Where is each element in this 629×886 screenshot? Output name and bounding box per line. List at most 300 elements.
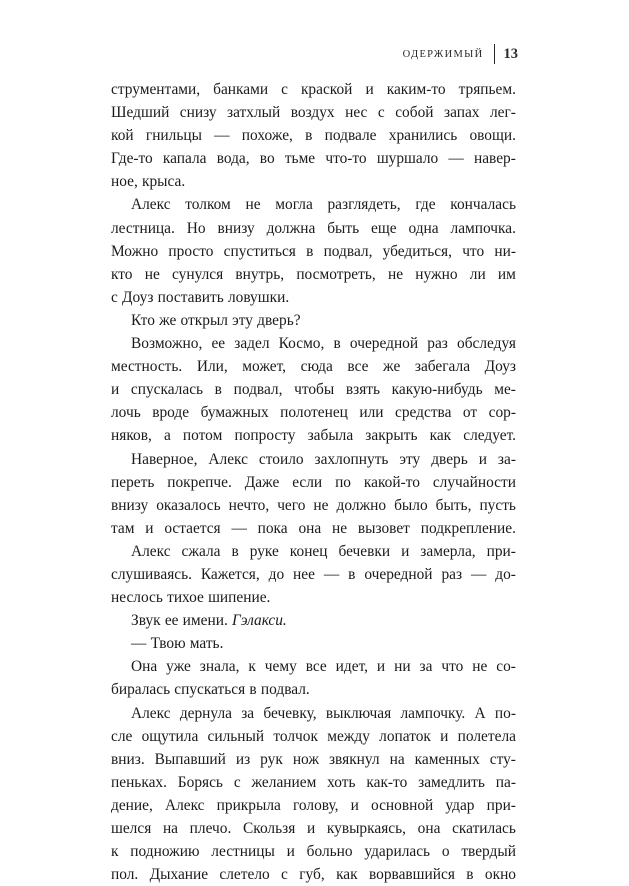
word: попросту bbox=[234, 427, 296, 445]
word: подвал, bbox=[323, 242, 373, 260]
word: мать. bbox=[189, 635, 224, 653]
word: голову, bbox=[292, 796, 339, 814]
word: местность. bbox=[111, 358, 183, 376]
word: во bbox=[259, 150, 275, 168]
word: Доуз bbox=[484, 358, 516, 376]
word: к bbox=[248, 658, 256, 676]
word: крыса. bbox=[142, 173, 186, 191]
word: все bbox=[305, 658, 327, 676]
text-line bbox=[111, 170, 516, 193]
word: дернула bbox=[179, 704, 232, 722]
word: твердый bbox=[461, 843, 516, 861]
word: затхлый bbox=[227, 104, 281, 122]
text-line bbox=[111, 286, 516, 309]
word: спускалась bbox=[130, 381, 204, 399]
word: толчок bbox=[273, 727, 318, 745]
word: переть bbox=[111, 473, 155, 491]
word: что bbox=[441, 658, 464, 676]
word: бечевку, bbox=[263, 704, 317, 722]
word: вниз. bbox=[111, 750, 145, 768]
word: эту bbox=[232, 311, 253, 329]
word: бечевки bbox=[338, 542, 391, 560]
word: закрыть bbox=[365, 427, 418, 445]
text-line bbox=[111, 609, 516, 632]
word: в bbox=[214, 381, 222, 399]
word: кувыркаясь, bbox=[326, 820, 406, 837]
word: не bbox=[332, 519, 348, 537]
word: она bbox=[417, 820, 441, 837]
word: Кажется, bbox=[200, 565, 260, 583]
word: дение, bbox=[111, 796, 153, 814]
word: спускаться bbox=[174, 681, 246, 699]
word: если bbox=[292, 473, 323, 491]
word: — bbox=[470, 565, 487, 583]
word: — bbox=[323, 565, 340, 583]
text-line bbox=[111, 263, 516, 286]
word: покрепче. bbox=[167, 473, 232, 491]
word: окно bbox=[484, 866, 516, 884]
word: и bbox=[286, 843, 295, 861]
text-line bbox=[111, 217, 516, 240]
word: быть bbox=[327, 219, 360, 237]
word: в bbox=[305, 127, 313, 145]
word: Твою bbox=[150, 635, 186, 653]
word: тихое bbox=[167, 589, 204, 607]
word: кончалась bbox=[450, 196, 516, 214]
word: хоть bbox=[327, 773, 356, 791]
word: с bbox=[233, 773, 241, 791]
word: лег- bbox=[489, 104, 516, 122]
word: прикрыла bbox=[216, 796, 281, 814]
word: А bbox=[474, 704, 486, 722]
word: воздух bbox=[290, 104, 335, 122]
word: дверь? bbox=[257, 311, 301, 329]
word: Гэлакси. bbox=[232, 612, 287, 630]
word: слетело bbox=[219, 866, 270, 884]
word: а bbox=[163, 427, 171, 445]
word: и bbox=[350, 796, 359, 814]
word: при- bbox=[486, 796, 516, 814]
word: как-то bbox=[366, 773, 408, 791]
word: капала bbox=[162, 150, 207, 168]
word: Наверное, bbox=[131, 450, 198, 468]
word: па- bbox=[495, 773, 516, 791]
word: нес bbox=[345, 104, 368, 122]
word: ли bbox=[469, 265, 486, 283]
word: в bbox=[333, 335, 341, 353]
word: со- bbox=[496, 658, 516, 676]
word: желанием bbox=[251, 773, 317, 791]
text-line bbox=[111, 147, 516, 170]
word: Алекс bbox=[208, 450, 248, 468]
word: же bbox=[383, 358, 401, 376]
word: Алекс bbox=[131, 196, 171, 214]
text-line bbox=[111, 540, 516, 563]
text-line bbox=[111, 748, 516, 771]
word: сюда bbox=[300, 358, 333, 376]
word: Кто bbox=[131, 311, 155, 329]
word: — bbox=[231, 519, 247, 537]
word: что-то bbox=[325, 150, 367, 168]
word: не bbox=[144, 265, 160, 283]
word: забегала bbox=[414, 358, 471, 376]
running-header bbox=[403, 44, 518, 64]
word: Возможно, bbox=[131, 335, 203, 353]
word: Алекс bbox=[164, 796, 205, 814]
text-line bbox=[111, 655, 516, 678]
word: поставить bbox=[157, 288, 224, 306]
word: из bbox=[235, 750, 251, 768]
word: задел bbox=[234, 335, 270, 353]
text-line bbox=[111, 378, 516, 401]
text-line bbox=[111, 78, 516, 101]
word: раз bbox=[427, 335, 448, 353]
word: шелся bbox=[111, 820, 152, 837]
word: при- bbox=[486, 542, 516, 560]
word: за bbox=[419, 658, 433, 676]
word: нее bbox=[293, 565, 315, 583]
word: похоже, bbox=[241, 127, 293, 145]
word: ощутила bbox=[141, 727, 199, 745]
word: полетела bbox=[457, 727, 516, 745]
word: в bbox=[249, 681, 257, 699]
word: Она bbox=[131, 658, 158, 676]
word: внизу bbox=[217, 219, 255, 237]
word: о bbox=[441, 843, 450, 861]
word: не bbox=[245, 196, 261, 214]
word: неслось bbox=[111, 589, 163, 607]
word: как bbox=[429, 427, 452, 445]
header-divider bbox=[494, 44, 495, 64]
word: какую-нибудь bbox=[391, 381, 483, 399]
word: вроде bbox=[152, 404, 190, 422]
text-line bbox=[111, 332, 516, 355]
word: подножию bbox=[130, 843, 200, 861]
word: там bbox=[111, 519, 135, 537]
word: вода, bbox=[216, 150, 250, 168]
word: сжала bbox=[181, 542, 221, 560]
word: рук bbox=[260, 750, 283, 768]
word: лампочка. bbox=[450, 219, 516, 237]
word: лестница. bbox=[111, 219, 175, 237]
word: каменных bbox=[414, 750, 480, 768]
word: может, bbox=[242, 358, 287, 376]
word: лочь bbox=[111, 404, 141, 422]
word: эту bbox=[399, 450, 421, 468]
word: не bbox=[472, 658, 488, 676]
text-line bbox=[111, 794, 516, 817]
word: с bbox=[281, 81, 288, 98]
word: бумажных bbox=[200, 404, 269, 422]
word: ное, bbox=[111, 173, 138, 191]
word: руке bbox=[249, 542, 279, 560]
word: подвале bbox=[324, 127, 377, 145]
word: сильный bbox=[207, 727, 265, 745]
word: запах bbox=[444, 104, 480, 122]
word: лестницы bbox=[211, 843, 275, 861]
word: и bbox=[440, 727, 449, 745]
word: плечо. bbox=[189, 820, 232, 837]
word: и bbox=[365, 81, 374, 98]
word: с bbox=[377, 104, 385, 122]
word: в bbox=[348, 565, 356, 583]
word: кой bbox=[111, 127, 134, 145]
word: собой bbox=[395, 104, 434, 122]
text-line bbox=[111, 494, 516, 517]
word: она bbox=[298, 519, 322, 537]
word: Космо, bbox=[278, 335, 325, 353]
word: им bbox=[497, 265, 516, 283]
word: между bbox=[327, 727, 370, 745]
word: дверь bbox=[431, 450, 468, 468]
word: сунулся bbox=[172, 265, 224, 283]
word: и bbox=[478, 450, 487, 468]
word: Звук bbox=[131, 612, 161, 630]
word: краской bbox=[300, 81, 353, 98]
word: замедлить bbox=[418, 773, 485, 791]
word: в bbox=[466, 866, 474, 884]
word: от bbox=[462, 404, 478, 422]
word: с bbox=[111, 288, 118, 306]
word: пеньках. bbox=[111, 773, 167, 791]
text-line bbox=[111, 725, 516, 748]
word: разглядеть, bbox=[327, 196, 401, 214]
text-line bbox=[111, 193, 516, 216]
word: Доуз bbox=[122, 288, 154, 306]
word: звякнул bbox=[328, 750, 380, 768]
word: одна bbox=[408, 219, 439, 237]
text-line bbox=[111, 355, 516, 378]
word: няков, bbox=[111, 427, 152, 445]
word: забыла bbox=[307, 427, 354, 445]
word: до bbox=[268, 565, 285, 583]
word: замерла, bbox=[420, 542, 476, 560]
word: ее bbox=[211, 335, 226, 353]
word: — bbox=[448, 150, 464, 168]
word: где bbox=[415, 196, 436, 214]
word: Борясь bbox=[177, 773, 223, 791]
word: снизу bbox=[179, 104, 217, 122]
word: и bbox=[376, 658, 386, 676]
word: не bbox=[387, 265, 404, 283]
word: каким-то bbox=[386, 81, 446, 98]
word: тьме bbox=[284, 150, 316, 168]
word: Дыхание bbox=[149, 866, 209, 884]
text-line bbox=[111, 309, 516, 332]
word: лампочку. bbox=[400, 704, 466, 722]
word: Можно bbox=[111, 242, 159, 260]
word: должно bbox=[336, 496, 387, 514]
word: как bbox=[336, 866, 358, 884]
word: струментами, bbox=[111, 81, 201, 98]
word: обследуя bbox=[457, 335, 516, 353]
word: чего bbox=[277, 496, 306, 514]
text-line bbox=[111, 401, 516, 424]
word: спуститься bbox=[223, 242, 296, 260]
word: скатилась bbox=[452, 820, 516, 837]
word: до- bbox=[495, 565, 516, 583]
word: Где-то bbox=[111, 150, 153, 168]
text-line bbox=[111, 471, 516, 494]
word: ударилась bbox=[364, 843, 431, 861]
word: нечто, bbox=[228, 496, 270, 514]
word: выключая bbox=[325, 704, 392, 722]
word: за- bbox=[497, 450, 516, 468]
word: шипение. bbox=[208, 589, 271, 607]
word: вызовет bbox=[357, 519, 410, 537]
word: посмотреть, bbox=[296, 265, 376, 283]
word: нож bbox=[292, 750, 319, 768]
word: губ, bbox=[299, 866, 325, 884]
word: — bbox=[214, 127, 230, 145]
word: оказалось bbox=[156, 496, 221, 514]
word: шуршало bbox=[376, 150, 439, 168]
word: и bbox=[145, 519, 154, 537]
running-title: ОДЕРЖИМЫЙ bbox=[402, 48, 484, 60]
word: ме- bbox=[494, 381, 516, 399]
text-line bbox=[111, 424, 516, 447]
word: или bbox=[359, 404, 384, 422]
word: ни bbox=[394, 658, 411, 676]
word: по bbox=[335, 473, 351, 491]
word: еще bbox=[371, 219, 397, 237]
word: конец bbox=[289, 542, 328, 560]
word: тряпьем. bbox=[458, 81, 516, 98]
word: сор- bbox=[488, 404, 516, 422]
text-line bbox=[111, 678, 516, 701]
word: идет, bbox=[335, 658, 368, 676]
word: и bbox=[111, 381, 120, 399]
word: подвал. bbox=[260, 681, 310, 699]
word: на bbox=[162, 820, 179, 837]
word: быть, bbox=[435, 496, 472, 514]
word: банками bbox=[213, 81, 269, 98]
word: могла bbox=[275, 196, 313, 214]
text-line bbox=[111, 563, 516, 586]
word: должна bbox=[266, 219, 316, 237]
word: чему bbox=[264, 658, 297, 676]
word: стоило bbox=[258, 450, 304, 468]
text-line bbox=[111, 632, 516, 655]
word: в bbox=[231, 542, 239, 560]
word: какой-то bbox=[363, 473, 420, 491]
word: случайности bbox=[432, 473, 516, 491]
word: по- bbox=[494, 704, 516, 722]
word: все bbox=[347, 358, 369, 376]
word: имени. bbox=[182, 612, 228, 630]
word: просто bbox=[168, 242, 214, 260]
word: внизу bbox=[111, 496, 149, 514]
text-line bbox=[111, 124, 516, 147]
word: ворвавшийся bbox=[368, 866, 455, 884]
word: внутрь, bbox=[235, 265, 285, 283]
word: Или, bbox=[196, 358, 228, 376]
word: в bbox=[306, 242, 314, 260]
word: же bbox=[159, 311, 177, 329]
text-line bbox=[111, 863, 516, 886]
word: сту- bbox=[489, 750, 516, 768]
word: с bbox=[281, 866, 288, 884]
text-line bbox=[111, 817, 516, 840]
word: очередной bbox=[349, 335, 419, 353]
word: к bbox=[111, 843, 119, 861]
word: нужно bbox=[415, 265, 458, 283]
word: пусть bbox=[479, 496, 516, 514]
text-line bbox=[111, 586, 516, 609]
word: овощи. bbox=[469, 127, 516, 145]
word: что bbox=[462, 242, 485, 260]
word: ее bbox=[164, 612, 179, 630]
word: пол. bbox=[111, 866, 139, 884]
word: убедиться, bbox=[382, 242, 452, 260]
text-line bbox=[111, 840, 516, 863]
word: средства bbox=[395, 404, 452, 422]
word: гнильцы bbox=[145, 127, 202, 145]
word: слушиваясь. bbox=[111, 565, 192, 583]
word: полотенец bbox=[280, 404, 348, 422]
word: сле bbox=[111, 727, 133, 745]
word: навер- bbox=[473, 150, 516, 168]
text-line bbox=[111, 101, 516, 124]
word: на bbox=[389, 750, 405, 768]
text-line bbox=[111, 702, 516, 725]
word: и bbox=[306, 820, 316, 837]
word: подкрепление. bbox=[420, 519, 516, 537]
word: удар bbox=[445, 796, 475, 814]
word: Шедший bbox=[111, 104, 170, 122]
text-line bbox=[111, 771, 516, 794]
word: хранились bbox=[388, 127, 458, 145]
word: раз bbox=[441, 565, 463, 583]
text-line bbox=[111, 448, 516, 471]
body-text bbox=[111, 78, 516, 886]
word: ни- bbox=[494, 242, 516, 260]
word: захлопнуть bbox=[314, 450, 389, 468]
word: основной bbox=[371, 796, 434, 814]
word: ловушки. bbox=[227, 288, 290, 306]
word: Даже bbox=[244, 473, 280, 491]
word: и bbox=[401, 542, 410, 560]
word: больно bbox=[306, 843, 353, 861]
word: кто bbox=[111, 265, 133, 283]
text-line bbox=[111, 517, 516, 540]
word: толком bbox=[185, 196, 231, 214]
page-number: 13 bbox=[503, 45, 518, 62]
word: следует. bbox=[463, 427, 516, 445]
word: Алекс bbox=[131, 704, 171, 722]
word: не bbox=[313, 496, 329, 514]
word: — bbox=[131, 635, 147, 653]
text-line bbox=[111, 240, 516, 263]
word: знала, bbox=[199, 658, 240, 676]
word: Но bbox=[186, 219, 206, 237]
word: Выпавший bbox=[154, 750, 226, 768]
word: биралась bbox=[111, 681, 171, 699]
word: чтобы bbox=[294, 381, 335, 399]
word: Скользя bbox=[242, 820, 296, 837]
word: подвал, bbox=[233, 381, 283, 399]
word: открыл bbox=[180, 311, 228, 329]
word: Алекс bbox=[131, 542, 171, 560]
word: было bbox=[394, 496, 428, 514]
word: за bbox=[241, 704, 255, 722]
word: лопаток bbox=[379, 727, 431, 745]
word: пока bbox=[257, 519, 288, 537]
word: остается bbox=[164, 519, 221, 537]
word: очередной bbox=[364, 565, 433, 583]
word: потом bbox=[182, 427, 223, 445]
word: уже bbox=[166, 658, 191, 676]
